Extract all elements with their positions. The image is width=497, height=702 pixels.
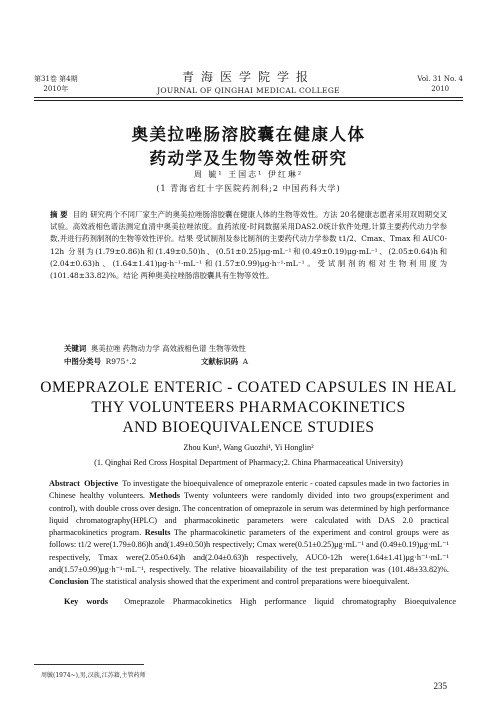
en-abstract <box>49 478 449 588</box>
cn-affiliation: (1 青海省红十字医院药剂科;2 中国药科大学) <box>156 184 341 193</box>
cn-classification-row <box>64 356 248 368</box>
volume-issue-cn: 第31卷 第4期 <box>34 75 78 83</box>
header-volume-en <box>417 74 463 94</box>
journal-name-cn: 青海医学院学报 <box>181 70 315 84</box>
cn-keywords-label: 关键词 <box>64 344 87 353</box>
en-affiliation: (1. Qinghai Red Cross Hospital Department of Pharmacy;2. China Pharmaceatical University) <box>94 458 403 467</box>
methods-label: Methods <box>149 491 181 501</box>
objective-label: Objective <box>84 479 119 488</box>
cn-keywords: 奥美拉唑 药物动力学 高效液相色谱 生物等效性 <box>90 344 246 353</box>
cn-title-line2: 药动学及生物等效性研究 <box>149 149 348 168</box>
cn-abstract-text: 目的 研究两个不同厂家生产的奥美拉唑肠溶胶囊在健康人体的生物等效性。方法 20名健康志愿者采用双周期交叉试验。高效液相色谱法测定血清中奥美拉唑浓度。血药浓度-时间数据采用DAS2.0统计软件处理,计算主要药代动力学参数,并进行药剂制剂的生物等效性评价。结果 受试制剂及参比制剂的主要药代动力学参数 t1/2、Cmax、Tmax 和 AUC0-12h 分别为(1.79±0.86)h和(1.49±0.50)h、(0.51±0.25)μg·mL⁻¹和(0.49±0.19)μg·mL⁻¹、(2.05±0.64)h和(2.04±0.63)h、(1.64±1.41)μg·h⁻¹·mL⁻¹和(1.57±0.99)μg·h⁻¹·mL⁻¹。受试制剂的相对生物利用度为(101.48±33.82)%。结论 两种奥美拉唑肠溶胶囊具有生物等效性。 <box>50 210 447 281</box>
en-keywords: Omeprazole Pharmacokinetics High performance liquid chromatography Bioequivalence <box>124 597 457 606</box>
cn-abstract-label: 摘 要 <box>50 210 68 219</box>
en-authors: Zhou Kun¹, Wang Guozhi¹, Yi Honglin² <box>183 443 314 452</box>
cn-abstract <box>50 209 447 282</box>
doc-code: A <box>242 357 249 366</box>
cn-title-line1: 奥美拉唑肠溶胶囊在健康人体 <box>131 125 366 144</box>
en-title-line3: AND BIOEQUIVALENCE STUDIES <box>122 419 375 436</box>
year-en: 2010 <box>431 85 450 93</box>
en-abstract-label: Abstract <box>49 479 80 488</box>
cn-keywords-row <box>64 343 246 355</box>
en-keywords-label: Key words <box>64 597 109 606</box>
journal-name-en: JOURNAL OF QINGHAI MEDICAL COLLEGE <box>157 86 340 95</box>
author-footnote: 周毓(1974~),男,汉族,江苏籍,主管药师 <box>41 672 146 679</box>
conclusion-text: The statistical analysis showed that the experiment and control preparations were bioequivalent. <box>90 577 410 586</box>
footnote-rule <box>34 664 144 665</box>
year-cn: 2010年 <box>43 85 69 93</box>
en-title-line1: OMEPRAZOLE ENTERIC - COATED CAPSULES IN HEAL <box>40 379 457 396</box>
cn-authors: 周 毓¹ 王国志¹ 伊红琳² <box>193 170 304 179</box>
clc-label: 中图分类号 <box>64 357 101 366</box>
page-number: 235 <box>433 681 447 691</box>
doc-code-label: 文献标识码 <box>201 357 238 366</box>
methods-text: Twenty volunteers were randomly divided into two groups(experiment and control), with double cross over design. The concentration of omeprazole in serum was determined by high performance liquid chromatography(HPLC) and pharmacokinetic parameters were calculated with DAS 2.0 practical pharmacokinetics program. <box>49 491 449 537</box>
header-rule <box>34 97 463 98</box>
header-rule-thin <box>34 100 463 101</box>
results-text: The pharmacokinetic parameters of the experiment and control groups were as follows: t1/2 were(1.79±0.86)h and(1.49±0.50)h respectively; Cmax were(0.51±0.25)μg·mL⁻¹ and (0.49±0.19)μg·mL⁻¹ respectively, Tmax were(2.05±0.64)h and(2.04±0.63)h respectively, AUC0-12h were(1.64±1.41)μg·h⁻¹·mL⁻¹ and(1.57±0.99)μg·h⁻¹·mL⁻¹, respectively. The relative bioavailability of the test preparation was (101.48±33.82)%. <box>49 528 449 574</box>
results-label: Results <box>144 528 171 537</box>
objective-text: To investigate the bioequivalence of omeprazole enteric - coated capsules made in two factories in Chinese healthy volunteers. <box>49 479 450 501</box>
volume-issue-en: Vol. 31 No. 4 <box>417 75 463 83</box>
conclusion-label: Conclusion <box>49 577 89 586</box>
en-keywords-row <box>64 597 456 606</box>
en-title-line2: THY VOLUNTEERS PHARMACOKINETICS <box>91 399 406 416</box>
clc-code: R975⁺.2 <box>105 357 137 366</box>
